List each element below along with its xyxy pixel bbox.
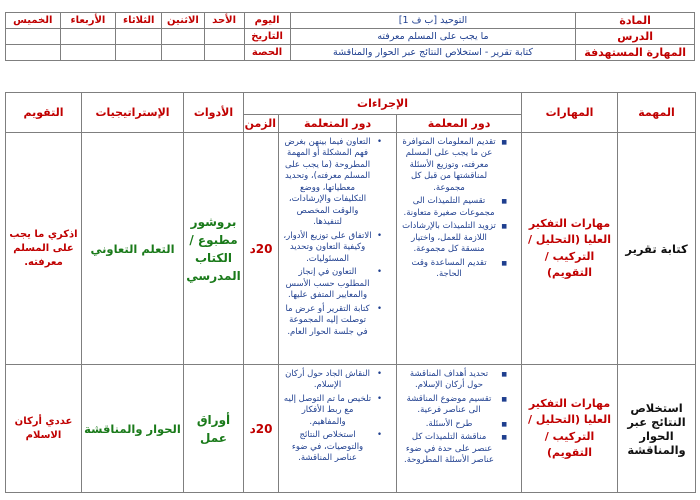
col-evaluation: التقويم bbox=[6, 93, 82, 133]
day-tuesday: الثلاثاء bbox=[116, 13, 162, 29]
list-item: • التعاون في إنجاز المطلوب حسب الأسس والمعايير المتفق عليها. bbox=[283, 267, 382, 301]
strategy-cell: الحوار والمناقشة bbox=[82, 365, 184, 493]
list-item: ■ تقديم المعلومات المتوافرة عن ما يجب على المسلم معرفته، وتوزيع الأسئلة لمناقشتها من قبل كل مجموعة. bbox=[401, 137, 507, 194]
task-cell: استخلاص النتائج عبر الحوار والمناقشة bbox=[618, 365, 696, 493]
lesson-header-table bbox=[5, 12, 695, 61]
lesson-value: ما يجب على المسلم معرفته bbox=[290, 29, 576, 45]
tools-cell: أوراق عمل bbox=[184, 365, 244, 493]
list-item: • تلخيص ما تم التوصل إليه مع ربط الأفكار والمفاهيم. bbox=[283, 394, 382, 428]
time-cell: 20د bbox=[244, 365, 279, 493]
task-cell: كتابة تقرير bbox=[618, 133, 696, 365]
date-cell bbox=[6, 29, 61, 45]
list-item: ■ تقديم المساعدة وقت الحاجة. bbox=[401, 258, 507, 281]
subject-value: التوحيد [ب ف 1] bbox=[290, 13, 576, 29]
period-cell bbox=[204, 45, 244, 61]
col-skills: المهارات bbox=[522, 93, 618, 133]
date-cell bbox=[60, 29, 116, 45]
period-cell bbox=[116, 45, 162, 61]
list-item: • استخلاص النتائج والتوصيات، في ضوء عناصر المناقشة. bbox=[283, 430, 382, 464]
target-skill-label: المهارة المستهدفة bbox=[576, 45, 695, 61]
list-item: ■ تحديد أهداف المناقشة حول أركان الإسلام. bbox=[401, 369, 507, 392]
list-item: ■ تزويد التلميذات بالإرشادات اللازمة للعمل، واختيار منسقة كل مجموعة. bbox=[401, 221, 507, 255]
list-item: ■ مناقشة التلميذات كل عنصر على حدة في ضوء عناصر الأسئلة المطروحة. bbox=[401, 432, 507, 466]
date-cell bbox=[204, 29, 244, 45]
period-label: الحصة bbox=[244, 45, 290, 61]
teacher-role-cell bbox=[397, 365, 522, 493]
col-task: المهمة bbox=[618, 93, 696, 133]
skills-cell: مهارات التفكير العليا (التحليل / التركيب / التقويم) bbox=[522, 365, 618, 493]
period-cell bbox=[6, 45, 61, 61]
student-role-cell bbox=[279, 365, 397, 493]
list-item: • كتابة التقرير أو عرض ما توصلت إليه المجموعة في جلسة الحوار العام. bbox=[283, 304, 382, 338]
teacher-role-cell bbox=[397, 133, 522, 365]
col-student-role: دور المتعلمة bbox=[279, 115, 397, 133]
evaluation-cell: اذكري ما يجب على المسلم معرفته. bbox=[6, 133, 82, 365]
list-item: • النقاش الجاد حول أركان الإسلام. bbox=[283, 369, 382, 392]
date-cell bbox=[162, 29, 204, 45]
list-item: • الاتفاق على توزيع الأدوار، وكيفية التعاون وتحديد المسئوليات. bbox=[283, 231, 382, 265]
table-row bbox=[6, 133, 696, 365]
col-procedures: الإجراءات bbox=[244, 93, 522, 115]
date-label: التاريخ bbox=[244, 29, 290, 45]
col-tools: الأدوات bbox=[184, 93, 244, 133]
day-sunday: الأحد bbox=[204, 13, 244, 29]
day-label: اليوم bbox=[244, 13, 290, 29]
table-row bbox=[6, 365, 696, 493]
student-role-cell bbox=[279, 133, 397, 365]
list-item: ■ تقسيم موضوع المناقشة الى عناصر فرعية. bbox=[401, 394, 507, 417]
evaluation-cell: عددي أركان الاسلام bbox=[6, 365, 82, 493]
date-cell bbox=[116, 29, 162, 45]
day-monday: الاثنين bbox=[162, 13, 204, 29]
col-strategies: الإستراتيجيات bbox=[82, 93, 184, 133]
day-thursday: الخميس bbox=[6, 13, 61, 29]
lesson-label: الدرس bbox=[576, 29, 695, 45]
skills-cell: مهارات التفكير العليا (التحليل / التركيب / التقويم) bbox=[522, 133, 618, 365]
list-item: ■ تقسيم التلميذات الى مجموعات صغيرة متعاونة. bbox=[401, 196, 507, 219]
subject-label: المادة bbox=[576, 13, 695, 29]
period-cell bbox=[162, 45, 204, 61]
lesson-plan-table bbox=[5, 92, 696, 493]
strategy-cell: التعلم التعاوني bbox=[82, 133, 184, 365]
target-skill-value: كتابة تقرير - استخلاص النتائج عبر الحوار والمناقشة bbox=[290, 45, 576, 61]
time-cell: 20د bbox=[244, 133, 279, 365]
list-item: • التعاون فيما بينهن بغرض فهم المشكلة أو المهمة المطروحة (ما يجب على المسلم معرفته)، وتحديد معطياتها، ووضع التكليفات والإرشادات، والوقت المخصص لتنفيذها. bbox=[283, 137, 382, 229]
period-cell bbox=[60, 45, 116, 61]
col-time: الزمن bbox=[244, 115, 279, 133]
col-teacher-role: دور المعلمة bbox=[397, 115, 522, 133]
day-wednesday: الأربعاء bbox=[60, 13, 116, 29]
tools-cell: بروشور مطبوع / الكتاب المدرسي bbox=[184, 133, 244, 365]
list-item: ■ طرح الأسئلة. bbox=[401, 419, 507, 430]
